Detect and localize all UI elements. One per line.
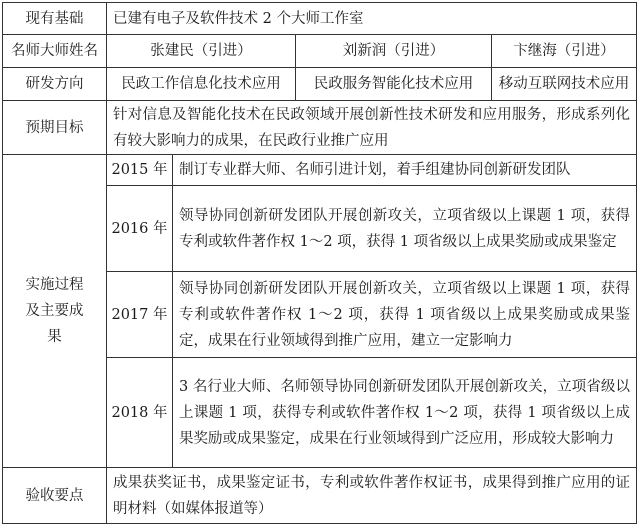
masters-label: 名师大师姓名	[3, 35, 107, 68]
process-label-line-3: 果	[47, 329, 62, 345]
acceptance-label: 验收要点	[3, 468, 107, 524]
year-label: 2016 年	[107, 186, 173, 272]
year-text: 领导协同创新研发团队开展创新攻关，立项省级以上课题 1 项，获得专利或软件著作权 1～2 项，获得 1 项省级以上成果奖励或成果鉴定，成果在行业领域得到推广应用，建立一定影响力	[173, 272, 637, 358]
row-acceptance	[3, 468, 637, 524]
research-direction-3: 移动互联网技术应用	[492, 68, 637, 101]
year-label: 2018 年	[107, 358, 173, 468]
year-text: 领导协同创新研发团队开展创新攻关，立项省级以上课题 1 项，获得专利或软件著作权 1～2 项，获得 1 项省级以上成果奖励或成果鉴定	[173, 186, 637, 272]
project-table	[2, 2, 637, 524]
year-text: 制订专业群大师、名师引进计划，着手组建协同创新研发团队	[173, 155, 637, 186]
year-label: 2017 年	[107, 272, 173, 358]
process-label-line-2: 及主要成	[25, 303, 84, 319]
row-year-2015	[3, 155, 637, 186]
research-label: 研发方向	[3, 68, 107, 101]
basis-value: 已建有电子及软件技术 2 个大师工作室	[107, 3, 637, 35]
year-label: 2015 年	[107, 155, 173, 186]
year-text: 3 名行业大师、名师领导协同创新研发团队开展创新攻关，立项省级以上课题 1 项，获得专利或软件著作权 1～2 项，获得 1 项省级以上成果奖励或成果鉴定，成果在行业领域得到广泛应用，形成较大影响力	[173, 358, 637, 468]
row-research	[3, 68, 637, 101]
process-label	[3, 155, 107, 468]
master-name-1: 张建民（引进）	[107, 35, 296, 68]
row-masters	[3, 35, 637, 68]
research-direction-2: 民政服务智能化技术应用	[296, 68, 492, 101]
acceptance-text: 成果获奖证书，成果鉴定证书，专利或软件著作权证书，成果得到推广应用的证明材料（如媒体报道等）	[107, 468, 637, 524]
basis-label: 现有基础	[3, 3, 107, 35]
row-goal	[3, 101, 637, 155]
row-basis	[3, 3, 637, 35]
process-label-line-1: 实施过程	[25, 277, 84, 293]
goal-label: 预期目标	[3, 101, 107, 155]
goal-text: 针对信息及智能化技术在民政领域开展创新性技术研发和应用服务，形成系列化有较大影响力的成果，在民政行业推广应用	[107, 101, 637, 155]
master-name-2: 刘新润（引进）	[296, 35, 492, 68]
master-name-3: 卞继海（引进）	[492, 35, 637, 68]
research-direction-1: 民政工作信息化技术应用	[107, 68, 296, 101]
